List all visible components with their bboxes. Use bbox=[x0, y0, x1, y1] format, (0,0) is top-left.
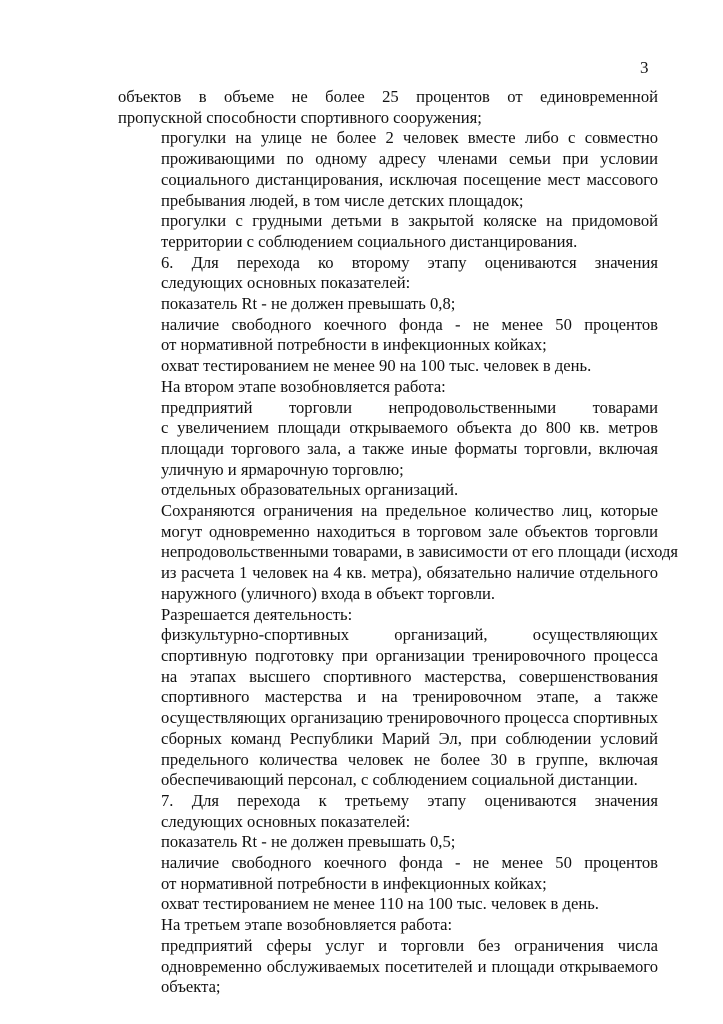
paragraph bbox=[118, 894, 658, 915]
paragraph bbox=[118, 791, 658, 832]
paragraph bbox=[118, 480, 658, 501]
text-line: прогулки на улице не более 2 человек вместе либо с совместно bbox=[161, 128, 658, 148]
paragraph bbox=[118, 625, 658, 791]
text-line: с увеличением площади открываемого объекта до 800 кв. метров bbox=[161, 418, 658, 438]
text-line: из расчета 1 человек на 4 кв. метра), обязательно наличие отдельного bbox=[161, 563, 658, 583]
text-line: охват тестированием не менее 90 на 100 тыс. человек в день. bbox=[161, 356, 592, 376]
text-line: 7. Для перехода к третьему этапу оцениваются значения bbox=[161, 790, 658, 810]
text-line: охват тестированием не менее 110 на 100 тыс. человек в день. bbox=[161, 894, 599, 914]
text-line: от нормативной потребности в инфекционных койках; bbox=[161, 873, 547, 893]
text-line: показатель Rt - не должен превышать 0,8; bbox=[161, 294, 456, 314]
document-body bbox=[118, 87, 679, 998]
text-line: объектов в объеме не более 25 процентов от единовременной bbox=[118, 87, 658, 106]
paragraph bbox=[118, 356, 658, 377]
text-line: спортивную подготовку при организации тренировочного процесса bbox=[161, 645, 658, 665]
text-line: показатель Rt - не должен превышать 0,5; bbox=[161, 832, 456, 852]
text-line: отдельных образовательных организаций. bbox=[161, 480, 459, 500]
paragraph bbox=[118, 936, 658, 998]
text-line: на этапах высшего спортивного мастерства, совершенствования bbox=[161, 666, 658, 686]
text-line: территории с соблюдением социального дистанцирования. bbox=[161, 231, 578, 251]
paragraph bbox=[118, 211, 658, 252]
text-line: пребывания людей, в том числе детских площадок; bbox=[161, 190, 524, 210]
text-line: следующих основных показателей: bbox=[161, 273, 411, 293]
text-line: наличие свободного коечного фонда - не менее 50 процентов bbox=[161, 853, 658, 873]
text-line: предприятий торговли непродовольственными товарами bbox=[161, 397, 658, 417]
paragraph bbox=[118, 315, 658, 356]
paragraph bbox=[118, 294, 658, 315]
paragraph bbox=[118, 832, 658, 853]
text-line: Разрешается деятельность: bbox=[161, 604, 353, 624]
text-line: наружного (уличного) входа в объект торговли. bbox=[161, 583, 496, 603]
text-line: Сохраняются ограничения на предельное количество лиц, которые bbox=[161, 501, 658, 521]
text-line: физкультурно-спортивных организаций, осуществляющих bbox=[161, 625, 658, 645]
text-line: 6. Для перехода ко второму этапу оцениваются значения bbox=[161, 252, 658, 272]
text-line: следующих основных показателей: bbox=[161, 811, 411, 831]
text-line: На втором этапе возобновляется работа: bbox=[161, 376, 446, 396]
text-line: могут одновременно находиться в торговом зале объектов торговли bbox=[161, 521, 658, 541]
text-line: площади торгового зала, а также иные форматы торговли, включая bbox=[161, 438, 658, 458]
text-line: прогулки с грудными детьми в закрытой коляске на придомовой bbox=[161, 211, 658, 231]
text-line: пропускной способности спортивного сооружения; bbox=[118, 107, 482, 127]
text-line: предприятий сферы услуг и торговли без ограничения числа bbox=[161, 935, 658, 955]
text-line: проживающими по одному адресу членами семьи при условии bbox=[161, 149, 658, 169]
text-line: объекта; bbox=[161, 977, 221, 997]
text-line: наличие свободного коечного фонда - не менее 50 процентов bbox=[161, 314, 658, 334]
paragraph bbox=[118, 398, 658, 481]
text-line: обеспечивающий персонал, с соблюдением социальной дистанции. bbox=[161, 770, 638, 790]
paragraph bbox=[118, 501, 679, 605]
text-line: социального дистанцирования, исключая посещение мест массового bbox=[161, 169, 658, 189]
text-line: уличную и ярмарочную торговлю; bbox=[161, 459, 404, 479]
paragraph bbox=[118, 605, 658, 626]
text-line: сборных команд Республики Марий Эл, при соблюдении условий bbox=[161, 728, 658, 748]
text-line: непродовольственными товарами, в зависимости от его площади (исходя bbox=[161, 542, 679, 562]
text-line: спортивного мастерства и на тренировочном этапе, а также bbox=[161, 687, 658, 707]
paragraph bbox=[118, 87, 658, 128]
text-line: осуществляющих организацию тренировочного процесса спортивных bbox=[161, 708, 659, 728]
text-line: одновременно обслуживаемых посетителей и площади открываемого bbox=[161, 956, 658, 976]
paragraph bbox=[118, 377, 658, 398]
paragraph bbox=[118, 915, 658, 936]
paragraph bbox=[118, 253, 658, 294]
page-number: 3 bbox=[640, 58, 649, 77]
text-line: На третьем этапе возобновляется работа: bbox=[161, 915, 453, 935]
paragraph bbox=[118, 853, 658, 894]
paragraph bbox=[118, 128, 658, 211]
text-line: от нормативной потребности в инфекционных койках; bbox=[161, 335, 547, 355]
text-line: предельного количества человек не более 30 в группе, включая bbox=[161, 749, 658, 769]
